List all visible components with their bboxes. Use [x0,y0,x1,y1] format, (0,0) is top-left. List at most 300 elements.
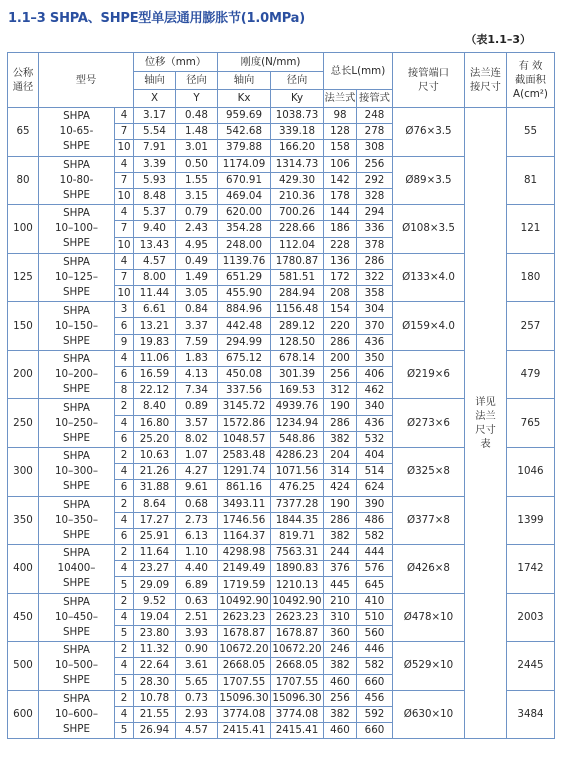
axial-x-cell: 3.39 [134,156,176,172]
dn-cell: 250 [8,399,39,448]
length-flange-cell: 286 [324,512,357,528]
length-pipe-cell: 446 [357,642,393,658]
model-cell [39,545,115,594]
wave-count-cell: 7 [115,221,134,237]
model-line: SHPA [63,353,90,366]
stiffness-kx-cell: 1048.57 [218,431,271,447]
stiffness-kx-cell: 1174.09 [218,156,271,172]
model-line: SHPA [63,255,90,268]
model-line: SHPE [63,334,90,347]
wave-count-cell: 6 [115,480,134,496]
wave-count-cell: 6 [115,318,134,334]
wave-count-cell: 5 [115,723,134,739]
stiffness-ky-cell: 2623.23 [271,609,324,625]
radial-y-cell: 4.27 [176,464,218,480]
dn-cell: 150 [8,302,39,351]
header-axial: 轴向 [134,72,176,90]
wave-count-cell: 4 [115,205,134,221]
axial-x-cell: 13.43 [134,237,176,253]
page-title: 1.1–3 SHPA、SHPE型单层通用膨胀节(1.0MPa) [8,11,305,26]
stiffness-kx-cell: 354.28 [218,221,271,237]
length-flange-cell: 460 [324,674,357,690]
length-flange-cell: 98 [324,108,357,124]
radial-y-cell: 1.07 [176,447,218,463]
model-line: 10-65- [59,125,94,138]
radial-y-cell: 4.40 [176,561,218,577]
model-cell [39,108,115,157]
stiffness-ky-cell: 678.14 [271,350,324,366]
radial-y-cell: 0.68 [176,496,218,512]
model-line: SHPA [63,401,90,414]
length-pipe-cell: 510 [357,609,393,625]
stiffness-kx-cell: 469.04 [218,188,271,204]
radial-y-cell: 1.55 [176,172,218,188]
model-cell [39,690,115,739]
wave-count-cell: 2 [115,399,134,415]
model-line: SHPA [63,693,90,706]
length-pipe-cell: 406 [357,367,393,383]
stiffness-ky-cell: 1071.56 [271,464,324,480]
model-cell [39,399,115,448]
area-cell: 81 [507,156,555,205]
axial-x-cell: 21.55 [134,706,176,722]
pipe-size-cell: Ø529×10 [393,642,465,691]
length-flange-cell: 208 [324,286,357,302]
model-line: SHPE [63,577,90,590]
length-flange-cell: 190 [324,496,357,512]
length-flange-cell: 220 [324,318,357,334]
radial-y-cell: 2.73 [176,512,218,528]
radial-y-cell: 1.49 [176,269,218,285]
length-pipe-cell: 576 [357,561,393,577]
radial-y-cell: 3.93 [176,626,218,642]
radial-y-cell: 8.02 [176,431,218,447]
model-line: 10-80- [59,173,94,186]
length-flange-cell: 286 [324,415,357,431]
stiffness-ky-cell: 3774.08 [271,706,324,722]
wave-count-cell: 10 [115,140,134,156]
stiffness-kx-cell: 2149.49 [218,561,271,577]
wave-count-cell: 10 [115,237,134,253]
length-pipe-cell: 660 [357,723,393,739]
header-stiffness: 刚度(N/mm) [218,53,324,72]
wave-count-cell: 9 [115,334,134,350]
length-flange-cell: 424 [324,480,357,496]
header-flange-size: 法兰连接尺寸 [465,53,507,108]
wave-count-cell: 7 [115,269,134,285]
stiffness-kx-cell: 2668.05 [218,658,271,674]
model-line: 10–600– [54,708,99,721]
length-pipe-cell: 248 [357,108,393,124]
header-axial: 轴向 [218,72,271,90]
stiffness-ky-cell: 548.86 [271,431,324,447]
model-line: SHPE [63,383,90,396]
radial-y-cell: 9.61 [176,480,218,496]
stiffness-kx-cell: 248.00 [218,237,271,253]
model-line: SHPA [63,498,90,511]
radial-y-cell: 3.15 [176,188,218,204]
model-line: SHPE [63,188,90,201]
model-cell [39,447,115,496]
area-cell: 2445 [507,642,555,691]
radial-y-cell: 4.13 [176,367,218,383]
model-cell [39,496,115,545]
radial-y-cell: 1.10 [176,545,218,561]
length-flange-cell: 286 [324,334,357,350]
header-kx: Kx [218,90,271,108]
stiffness-ky-cell: 339.18 [271,124,324,140]
stiffness-kx-cell: 1139.76 [218,253,271,269]
axial-x-cell: 6.61 [134,302,176,318]
stiffness-ky-cell: 1678.87 [271,626,324,642]
wave-count-cell: 4 [115,658,134,674]
axial-x-cell: 19.04 [134,609,176,625]
axial-x-cell: 11.06 [134,350,176,366]
length-pipe-cell: 592 [357,706,393,722]
model-line: SHPA [63,644,90,657]
table-number: （表1.1–3） [465,33,531,46]
length-pipe-cell: 462 [357,383,393,399]
stiffness-ky-cell: 581.51 [271,269,324,285]
header-area-line2: 截面积 [515,74,546,86]
pipe-size-cell: Ø273×6 [393,399,465,448]
stiffness-kx-cell: 1678.87 [218,626,271,642]
header-dn: 公称通径 [8,53,39,108]
area-cell: 121 [507,205,555,254]
wave-count-cell: 4 [115,253,134,269]
length-flange-cell: 312 [324,383,357,399]
radial-y-cell: 0.48 [176,108,218,124]
model-line: SHPE [63,528,90,541]
header-length: 总长L(mm) [324,53,393,90]
stiffness-kx-cell: 379.88 [218,140,271,156]
model-line: 10–450– [54,610,99,623]
model-line: 10–350– [54,513,99,526]
length-flange-cell: 314 [324,464,357,480]
stiffness-ky-cell: 7563.31 [271,545,324,561]
radial-y-cell: 0.63 [176,593,218,609]
wave-count-cell: 4 [115,706,134,722]
area-cell: 1046 [507,447,555,496]
length-pipe-cell: 660 [357,674,393,690]
header-radial: 径向 [176,72,218,90]
header-area-line3: A(cm²) [513,88,548,100]
radial-y-cell: 0.79 [176,205,218,221]
length-flange-cell: 204 [324,447,357,463]
model-line: 10–125– [54,270,99,283]
model-line: SHPA [63,450,90,463]
wave-count-cell: 7 [115,124,134,140]
header-flange-type: 法兰式 [324,90,357,108]
radial-y-cell: 0.50 [176,156,218,172]
wave-count-cell: 10 [115,188,134,204]
radial-y-cell: 2.51 [176,609,218,625]
stiffness-kx-cell: 1291.74 [218,464,271,480]
dn-cell: 300 [8,447,39,496]
model-line: SHPA [63,158,90,171]
radial-y-cell: 7.34 [176,383,218,399]
model-line: SHPE [63,140,90,153]
stiffness-ky-cell: 1156.48 [271,302,324,318]
model-line: SHPE [63,285,90,298]
model-line: SHPE [63,625,90,638]
spec-table [7,52,555,739]
length-flange-cell: 142 [324,172,357,188]
table-row [8,108,555,124]
axial-x-cell: 29.09 [134,577,176,593]
stiffness-kx-cell: 675.12 [218,350,271,366]
wave-count-cell: 2 [115,642,134,658]
model-line: SHPE [63,237,90,250]
dn-cell: 100 [8,205,39,254]
wave-count-cell: 4 [115,156,134,172]
area-cell: 1399 [507,496,555,545]
stiffness-ky-cell: 1314.73 [271,156,324,172]
stiffness-kx-cell: 10492.90 [218,593,271,609]
model-cell [39,642,115,691]
wave-count-cell: 6 [115,431,134,447]
radial-y-cell: 0.89 [176,399,218,415]
axial-x-cell: 26.94 [134,723,176,739]
length-flange-cell: 256 [324,690,357,706]
stiffness-kx-cell: 884.96 [218,302,271,318]
length-pipe-cell: 404 [357,447,393,463]
model-line: SHPA [63,207,90,220]
stiffness-kx-cell: 450.08 [218,367,271,383]
length-flange-cell: 382 [324,706,357,722]
header-model: 型号 [39,53,134,108]
dn-cell: 500 [8,642,39,691]
length-pipe-cell: 286 [357,253,393,269]
stiffness-kx-cell: 651.29 [218,269,271,285]
area-cell: 479 [507,350,555,399]
length-pipe-cell: 514 [357,464,393,480]
axial-x-cell: 11.64 [134,545,176,561]
length-pipe-cell: 645 [357,577,393,593]
model-line: SHPE [63,674,90,687]
wave-count-cell: 8 [115,383,134,399]
wave-count-cell: 4 [115,609,134,625]
length-pipe-cell: 370 [357,318,393,334]
length-flange-cell: 244 [324,545,357,561]
length-flange-cell: 376 [324,561,357,577]
axial-x-cell: 25.91 [134,528,176,544]
wave-count-cell: 7 [115,172,134,188]
stiffness-kx-cell: 1572.86 [218,415,271,431]
wave-count-cell: 5 [115,674,134,690]
model-line: 10–100– [54,222,99,235]
stiffness-ky-cell: 289.12 [271,318,324,334]
radial-y-cell: 0.73 [176,690,218,706]
radial-y-cell: 0.49 [176,253,218,269]
stiffness-ky-cell: 15096.30 [271,690,324,706]
stiffness-ky-cell: 1780.87 [271,253,324,269]
axial-x-cell: 31.88 [134,480,176,496]
length-flange-cell: 460 [324,723,357,739]
wave-count-cell: 6 [115,367,134,383]
wave-count-cell: 2 [115,545,134,561]
wave-count-cell: 5 [115,626,134,642]
axial-x-cell: 28.30 [134,674,176,690]
length-flange-cell: 445 [324,577,357,593]
table-body [8,108,555,739]
stiffness-kx-cell: 10672.20 [218,642,271,658]
stiffness-kx-cell: 1719.59 [218,577,271,593]
area-cell: 257 [507,302,555,351]
axial-x-cell: 21.26 [134,464,176,480]
radial-y-cell: 0.90 [176,642,218,658]
radial-y-cell: 4.57 [176,723,218,739]
pipe-size-cell: Ø76×3.5 [393,108,465,157]
length-flange-cell: 144 [324,205,357,221]
stiffness-ky-cell: 4286.23 [271,447,324,463]
stiffness-ky-cell: 301.39 [271,367,324,383]
flange-note-cell: 详见法兰尺寸表 [465,108,507,739]
stiffness-ky-cell: 10672.20 [271,642,324,658]
stiffness-ky-cell: 10492.90 [271,593,324,609]
area-cell: 55 [507,108,555,157]
length-flange-cell: 172 [324,269,357,285]
length-pipe-cell: 582 [357,658,393,674]
area-cell: 3484 [507,690,555,739]
length-pipe-cell: 304 [357,302,393,318]
radial-y-cell: 1.83 [176,350,218,366]
dn-cell: 65 [8,108,39,157]
length-flange-cell: 136 [324,253,357,269]
dn-cell: 600 [8,690,39,739]
stiffness-ky-cell: 1234.94 [271,415,324,431]
axial-x-cell: 5.93 [134,172,176,188]
length-pipe-cell: 278 [357,124,393,140]
table-header [8,53,555,108]
pipe-size-cell: Ø133×4.0 [393,253,465,302]
axial-x-cell: 22.12 [134,383,176,399]
model-line: 10400– [57,562,96,575]
stiffness-kx-cell: 3493.11 [218,496,271,512]
stiffness-kx-cell: 15096.30 [218,690,271,706]
axial-x-cell: 13.21 [134,318,176,334]
length-pipe-cell: 436 [357,415,393,431]
length-pipe-cell: 486 [357,512,393,528]
length-pipe-cell: 358 [357,286,393,302]
axial-x-cell: 22.64 [134,658,176,674]
stiffness-ky-cell: 1210.13 [271,577,324,593]
model-cell [39,593,115,642]
model-line: SHPA [63,547,90,560]
length-flange-cell: 246 [324,642,357,658]
model-line: SHPA [63,110,90,123]
axial-x-cell: 9.40 [134,221,176,237]
length-flange-cell: 178 [324,188,357,204]
dn-cell: 350 [8,496,39,545]
model-line: SHPE [63,480,90,493]
wave-count-cell: 2 [115,593,134,609]
radial-y-cell: 0.84 [176,302,218,318]
axial-x-cell: 16.80 [134,415,176,431]
stiffness-ky-cell: 476.25 [271,480,324,496]
area-cell: 180 [507,253,555,302]
length-flange-cell: 154 [324,302,357,318]
dn-cell: 125 [8,253,39,302]
stiffness-ky-cell: 1707.55 [271,674,324,690]
axial-x-cell: 9.52 [134,593,176,609]
axial-x-cell: 19.83 [134,334,176,350]
model-line: SHPA [63,304,90,317]
length-pipe-cell: 390 [357,496,393,512]
length-flange-cell: 190 [324,399,357,415]
radial-y-cell: 7.59 [176,334,218,350]
length-flange-cell: 360 [324,626,357,642]
stiffness-ky-cell: 7377.28 [271,496,324,512]
radial-y-cell: 2.93 [176,706,218,722]
stiffness-kx-cell: 3774.08 [218,706,271,722]
length-pipe-cell: 308 [357,140,393,156]
length-flange-cell: 106 [324,156,357,172]
area-cell: 2003 [507,593,555,642]
radial-y-cell: 6.13 [176,528,218,544]
axial-x-cell: 3.17 [134,108,176,124]
header-pipe-size: 接管端口尺寸 [393,53,465,108]
stiffness-kx-cell: 1707.55 [218,674,271,690]
header-ky: Ky [271,90,324,108]
stiffness-ky-cell: 166.20 [271,140,324,156]
length-pipe-cell: 444 [357,545,393,561]
length-pipe-cell: 328 [357,188,393,204]
length-pipe-cell: 378 [357,237,393,253]
radial-y-cell: 2.43 [176,221,218,237]
stiffness-kx-cell: 442.48 [218,318,271,334]
stiffness-kx-cell: 294.99 [218,334,271,350]
wave-count-cell: 4 [115,464,134,480]
stiffness-ky-cell: 112.04 [271,237,324,253]
wave-count-cell: 5 [115,577,134,593]
stiffness-kx-cell: 620.00 [218,205,271,221]
axial-x-cell: 16.59 [134,367,176,383]
stiffness-kx-cell: 959.69 [218,108,271,124]
model-line: SHPA [63,595,90,608]
model-cell [39,302,115,351]
length-flange-cell: 186 [324,221,357,237]
model-line: 10–250– [54,416,99,429]
stiffness-kx-cell: 2583.48 [218,447,271,463]
axial-x-cell: 8.64 [134,496,176,512]
axial-x-cell: 23.80 [134,626,176,642]
pipe-size-cell: Ø478×10 [393,593,465,642]
pipe-size-cell: Ø630×10 [393,690,465,739]
header-y: Y [176,90,218,108]
pipe-size-cell: Ø219×6 [393,350,465,399]
header-displacement: 位移（mm） [134,53,218,72]
dn-cell: 450 [8,593,39,642]
wave-count-cell: 10 [115,286,134,302]
length-flange-cell: 128 [324,124,357,140]
length-pipe-cell: 436 [357,334,393,350]
stiffness-ky-cell: 4939.76 [271,399,324,415]
radial-y-cell: 3.61 [176,658,218,674]
model-line: SHPE [63,723,90,736]
stiffness-ky-cell: 210.36 [271,188,324,204]
length-pipe-cell: 292 [357,172,393,188]
stiffness-ky-cell: 429.30 [271,172,324,188]
model-line: 10–150– [54,319,99,332]
radial-y-cell: 4.95 [176,237,218,253]
length-pipe-cell: 340 [357,399,393,415]
model-line: SHPE [63,431,90,444]
area-cell: 1742 [507,545,555,594]
stiffness-ky-cell: 2415.41 [271,723,324,739]
area-cell: 765 [507,399,555,448]
stiffness-kx-cell: 670.91 [218,172,271,188]
